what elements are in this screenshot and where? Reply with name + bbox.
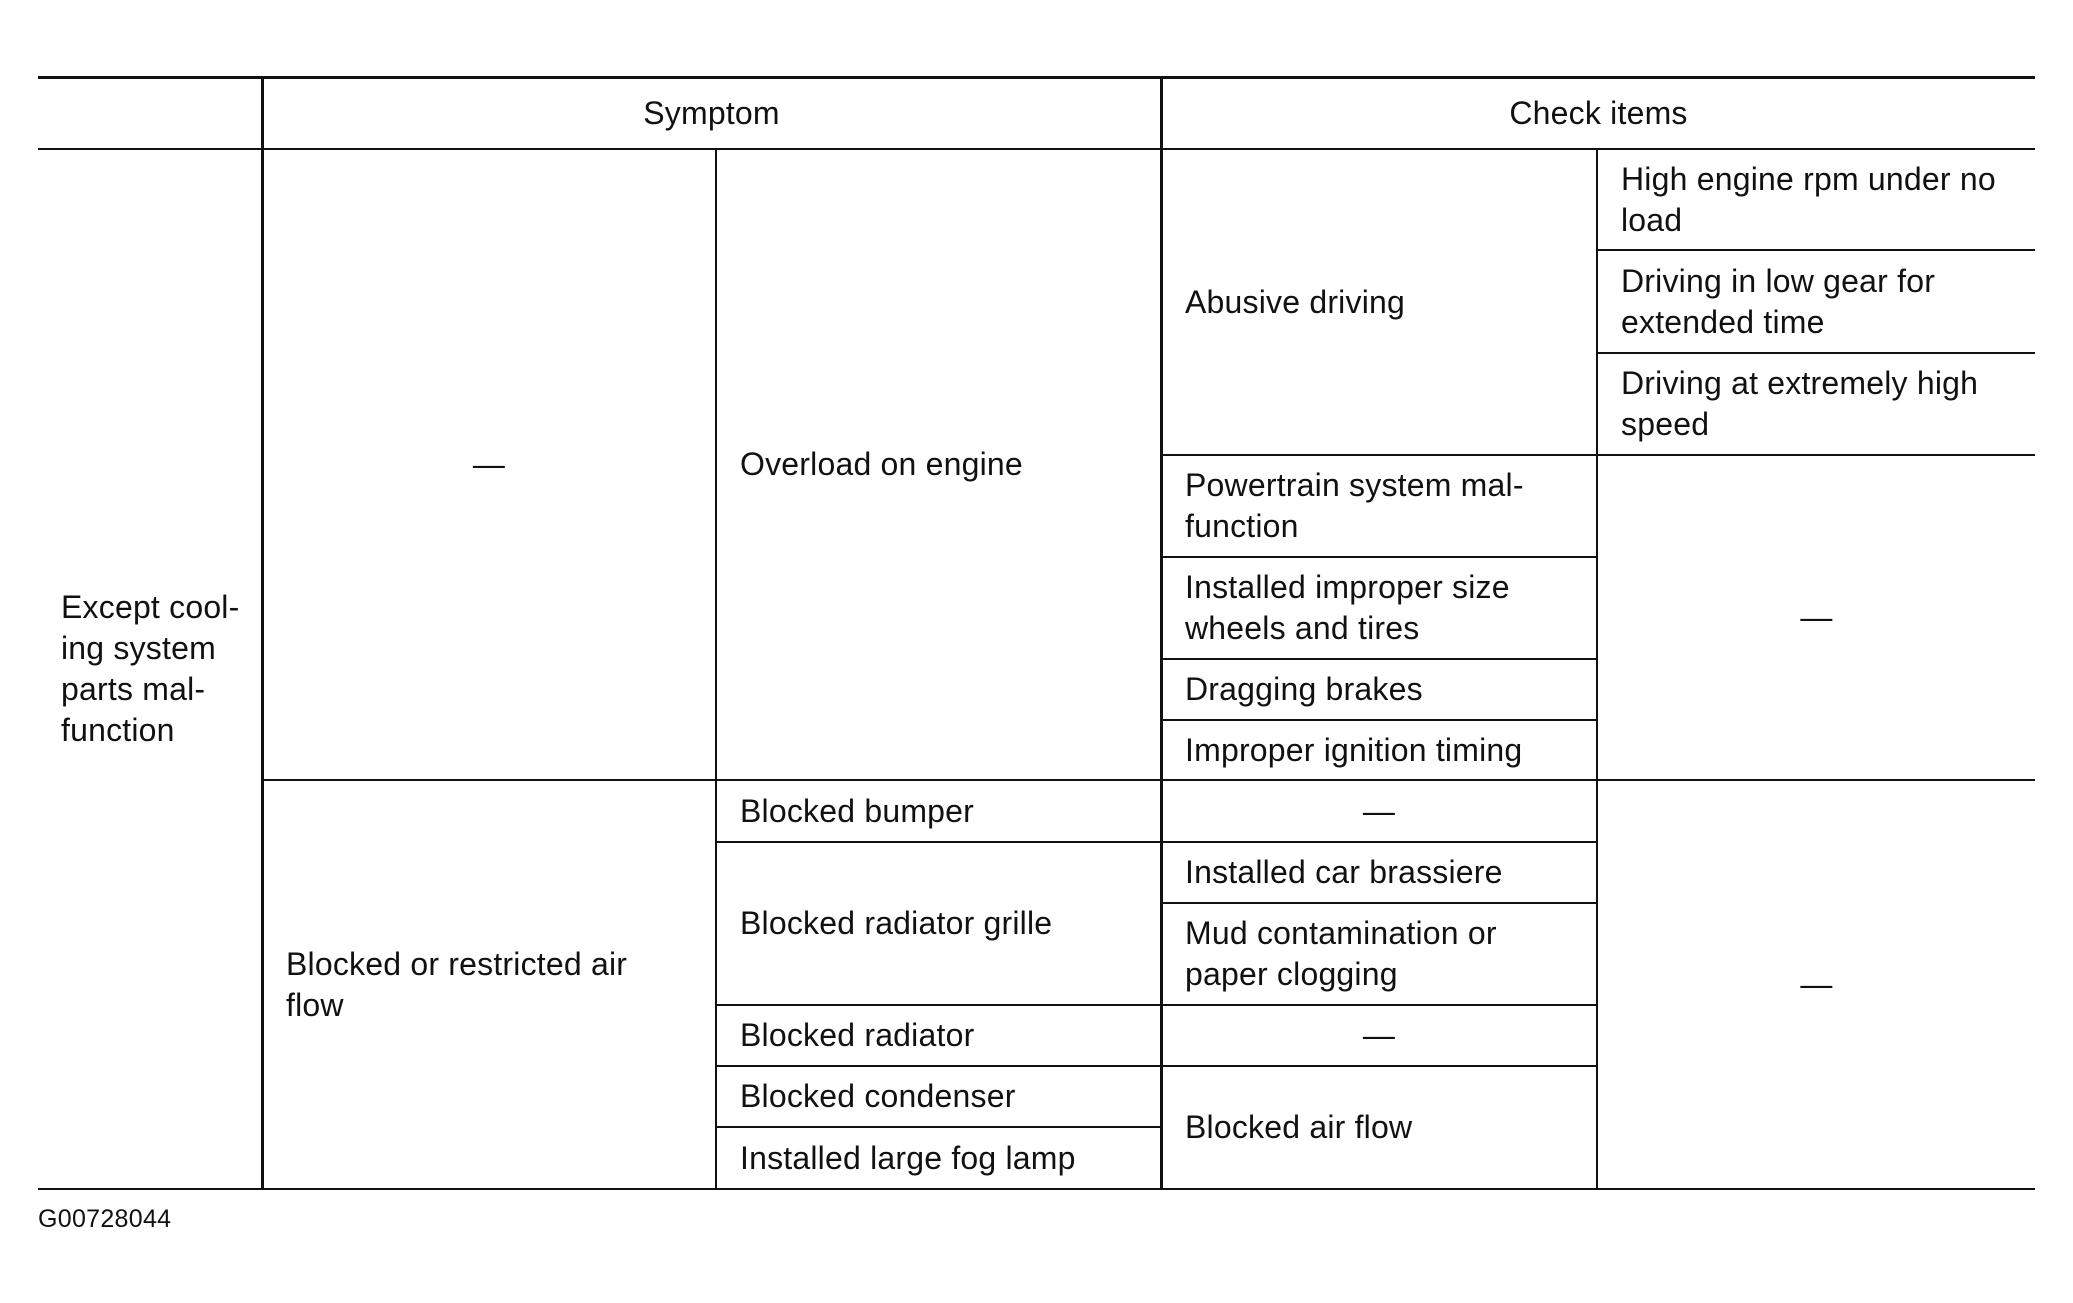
check-car-brassiere: Installed car brassiere: [1185, 854, 1503, 890]
group2-symptom-a-text: Blocked or restricted air flow: [286, 945, 628, 1023]
symptom-blocked-bumper: Blocked bumper: [740, 792, 975, 829]
symptom-blocked-grille: Blocked radiator grille: [740, 905, 1053, 941]
group2-symptom-a: [263, 781, 715, 1188]
group2-check-detail-dash: —: [1800, 966, 1833, 1002]
figure-id: G00728044: [38, 1205, 172, 1233]
check-detail-high-rpm: [1598, 150, 2035, 249]
symptom-fog-lamp: Installed large fog lamp: [740, 1139, 1076, 1176]
group1-check-detail-dash: —: [1800, 599, 1833, 635]
check-bumper-dash: —: [1362, 792, 1396, 829]
check-blocked-air-flow: Blocked air flow: [1185, 1109, 1413, 1145]
check-detail-high-speed-text: Driving at extremely high speed: [1621, 365, 1979, 442]
symptom-blocked-condenser: Blocked condenser: [740, 1078, 1016, 1114]
header-check-items: Check items: [1509, 94, 1688, 131]
check-powertrain-text: Powertrain system mal- function: [1185, 467, 1524, 544]
table-bottom-rule: [38, 1188, 2035, 1190]
check-detail-low-gear: [1598, 251, 2035, 352]
check-detail-high-rpm-text: High engine rpm under no load: [1621, 160, 1996, 238]
check-improper-wheels-text: Installed improper size wheels and tires: [1185, 569, 1510, 646]
group1-symptom-b: Overload on engine: [740, 446, 1023, 482]
check-ignition-timing: Improper ignition timing: [1185, 731, 1523, 768]
check-abusive-driving: Abusive driving: [1185, 283, 1405, 320]
check-detail-low-gear-text: Driving in low gear for extended time: [1621, 262, 1936, 340]
header-symptom: Symptom: [643, 94, 780, 131]
symptom-blocked-radiator: Blocked radiator: [740, 1017, 975, 1053]
check-radiator-dash: —: [1362, 1017, 1396, 1053]
check-improper-wheels: [1162, 558, 1596, 658]
category-label: Except cool- ing system parts mal- function: [61, 589, 240, 748]
check-dragging-brakes: Dragging brakes: [1185, 671, 1423, 707]
category-cell: [38, 150, 261, 1188]
check-mud-contamination: [1162, 904, 1596, 1004]
group1-symptom-a: —: [472, 446, 506, 482]
check-mud-contamination-text: Mud contamination or paper clogging: [1185, 915, 1497, 992]
check-detail-high-speed: [1598, 354, 2035, 454]
check-powertrain: [1162, 456, 1596, 556]
